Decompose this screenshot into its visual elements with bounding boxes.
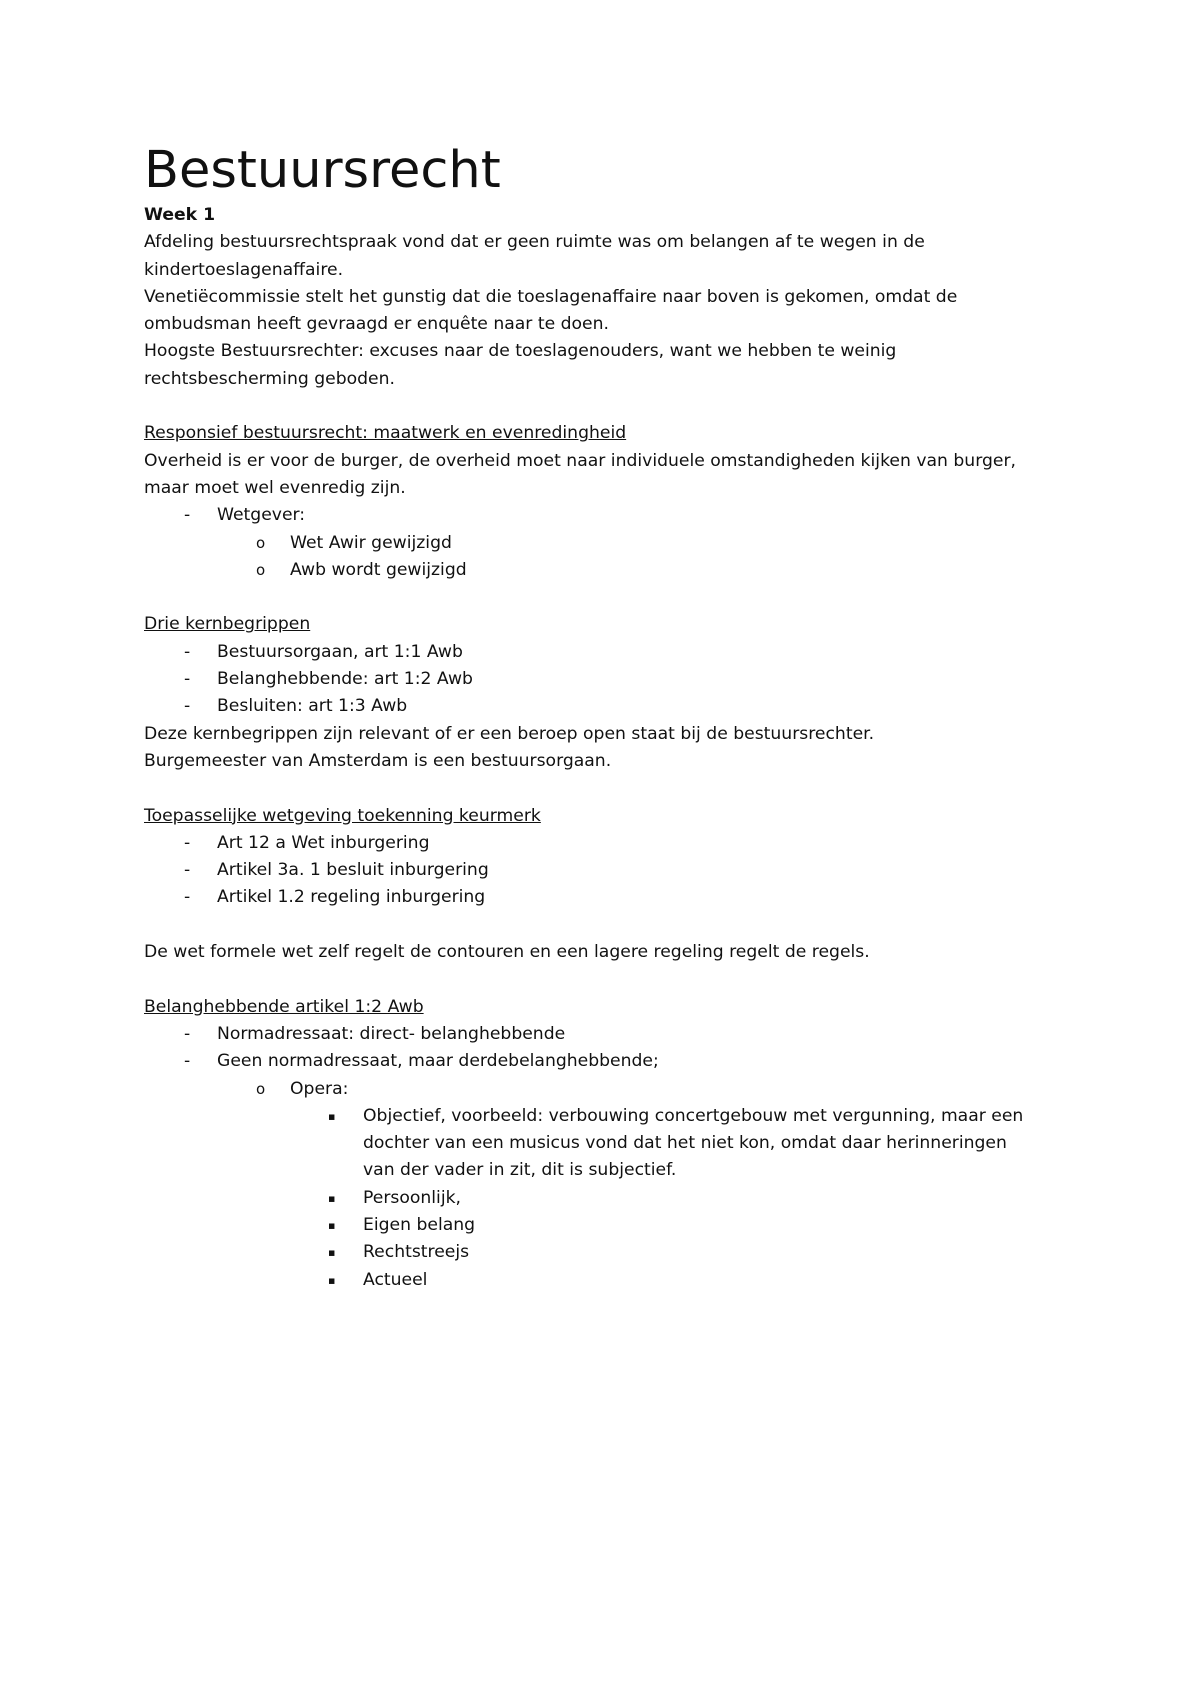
text-line: rechtsbescherming geboden. [144, 368, 395, 389]
circle-bullet: o [256, 533, 266, 552]
list-item [144, 502, 1064, 529]
text-line: Afdeling bestuursrechtspraak vond dat er geen ruimte was om belangen af te wegen in de [144, 232, 925, 253]
list-subsubitem [144, 1239, 1064, 1266]
square-bullet: ▪ [328, 1218, 336, 1232]
list-item-text: van der vader in zit, dit is subjectief. [363, 1160, 677, 1181]
document-page [144, 140, 1064, 1294]
square-bullet: ▪ [328, 1273, 336, 1287]
list-item [144, 1048, 1064, 1075]
list-item-text: Artikel 1.2 regeling inburgering [217, 887, 486, 908]
list-subsubitem [144, 1267, 1064, 1294]
dash-bullet: - [184, 832, 191, 853]
list-item-text: Wet Awir gewijzigd [290, 532, 452, 553]
list-item [144, 830, 1064, 857]
list-item [144, 666, 1064, 693]
text-line: Venetiëcommissie stelt het gunstig dat die toeslagenaffaire naar boven is gekomen, omdat de [144, 286, 958, 307]
text-line: kindertoeslagenaffaire. [144, 259, 344, 280]
section-heading-belanghebbende: Belanghebbende artikel 1:2 Awb [144, 996, 424, 1017]
section-heading-wetgeving: Toepasselijke wetgeving toekenning keurmerk [144, 805, 541, 826]
text-line: De wet formele wet zelf regelt de contouren en een lagere regeling regelt de regels. [144, 942, 870, 963]
list-item-text: Opera: [290, 1078, 349, 1099]
section-heading-responsief: Responsief bestuursrecht: maatwerk en evenredingheid [144, 423, 627, 444]
list-item-text: Rechtstreejs [363, 1242, 470, 1263]
dash-bullet: - [184, 1051, 191, 1072]
list-item-text: Wetgever: [217, 505, 306, 526]
list-item-text: Awb wordt gewijzigd [290, 559, 467, 580]
list-item-text: Art 12 a Wet inburgering [217, 832, 430, 853]
circle-bullet: o [256, 560, 266, 579]
dash-bullet: - [184, 669, 191, 690]
list-item-text: Eigen belang [363, 1214, 476, 1235]
list-item-text: Normadressaat: direct- belanghebbende [217, 1023, 566, 1044]
list-item-text: Objectief, voorbeeld: verbouwing concertgebouw met vergunning, maar een [363, 1105, 1024, 1126]
text-line: Deze kernbegrippen zijn relevant of er een beroep open staat bij de bestuursrechter. [144, 723, 875, 744]
week-label: Week 1 [144, 205, 216, 225]
list-subsubitem [144, 1103, 1064, 1185]
dash-bullet: - [184, 641, 191, 662]
list-item [144, 693, 1064, 720]
list-item-text: Actueel [363, 1269, 428, 1290]
dash-bullet: - [184, 696, 191, 717]
list-item-text: Besluiten: art 1:3 Awb [217, 696, 408, 717]
text-line: Overheid is er voor de burger, de overheid moet naar individuele omstandigheden kijken van burger, [144, 450, 1016, 471]
text-line: maar moet wel evenredig zijn. [144, 477, 406, 498]
list-item-text: Persoonlijk, [363, 1187, 462, 1208]
list-subitem [144, 557, 1064, 584]
list-subitem [144, 1076, 1064, 1103]
list-item-text: Geen normadressaat, maar derdebelanghebbende; [217, 1051, 659, 1072]
document-title: Bestuursrecht [144, 141, 501, 200]
list-item-text: Artikel 3a. 1 besluit inburgering [217, 860, 489, 881]
dash-bullet: - [184, 1023, 191, 1044]
list-item [144, 639, 1064, 666]
dash-bullet: - [184, 887, 191, 908]
list-item-text: dochter van een musicus vond dat het niet kon, omdat daar herinneringen [363, 1133, 1007, 1154]
square-bullet: ▪ [328, 1246, 336, 1260]
text-line: ombudsman heeft gevraagd er enquête naar te doen. [144, 314, 609, 335]
list-item [144, 884, 1064, 911]
list-item-text: Bestuursorgaan, art 1:1 Awb [217, 641, 463, 662]
dash-bullet: - [184, 505, 191, 526]
list-item [144, 857, 1064, 884]
text-line: Hoogste Bestuursrechter: excuses naar de toeslagenouders, want we hebben te weinig [144, 341, 897, 362]
list-subsubitem [144, 1185, 1064, 1212]
list-subitem [144, 530, 1064, 557]
square-bullet: ▪ [328, 1191, 336, 1205]
list-item-text: Belanghebbende: art 1:2 Awb [217, 669, 473, 690]
section-heading-kernbegrippen: Drie kernbegrippen [144, 614, 311, 635]
intro-paragraph [144, 229, 1064, 393]
list-item [144, 1021, 1064, 1048]
dash-bullet: - [184, 860, 191, 881]
square-bullet: ▪ [328, 1109, 336, 1123]
circle-bullet: o [256, 1079, 266, 1098]
list-subsubitem [144, 1212, 1064, 1239]
text-line: Burgemeester van Amsterdam is een bestuursorgaan. [144, 750, 612, 771]
